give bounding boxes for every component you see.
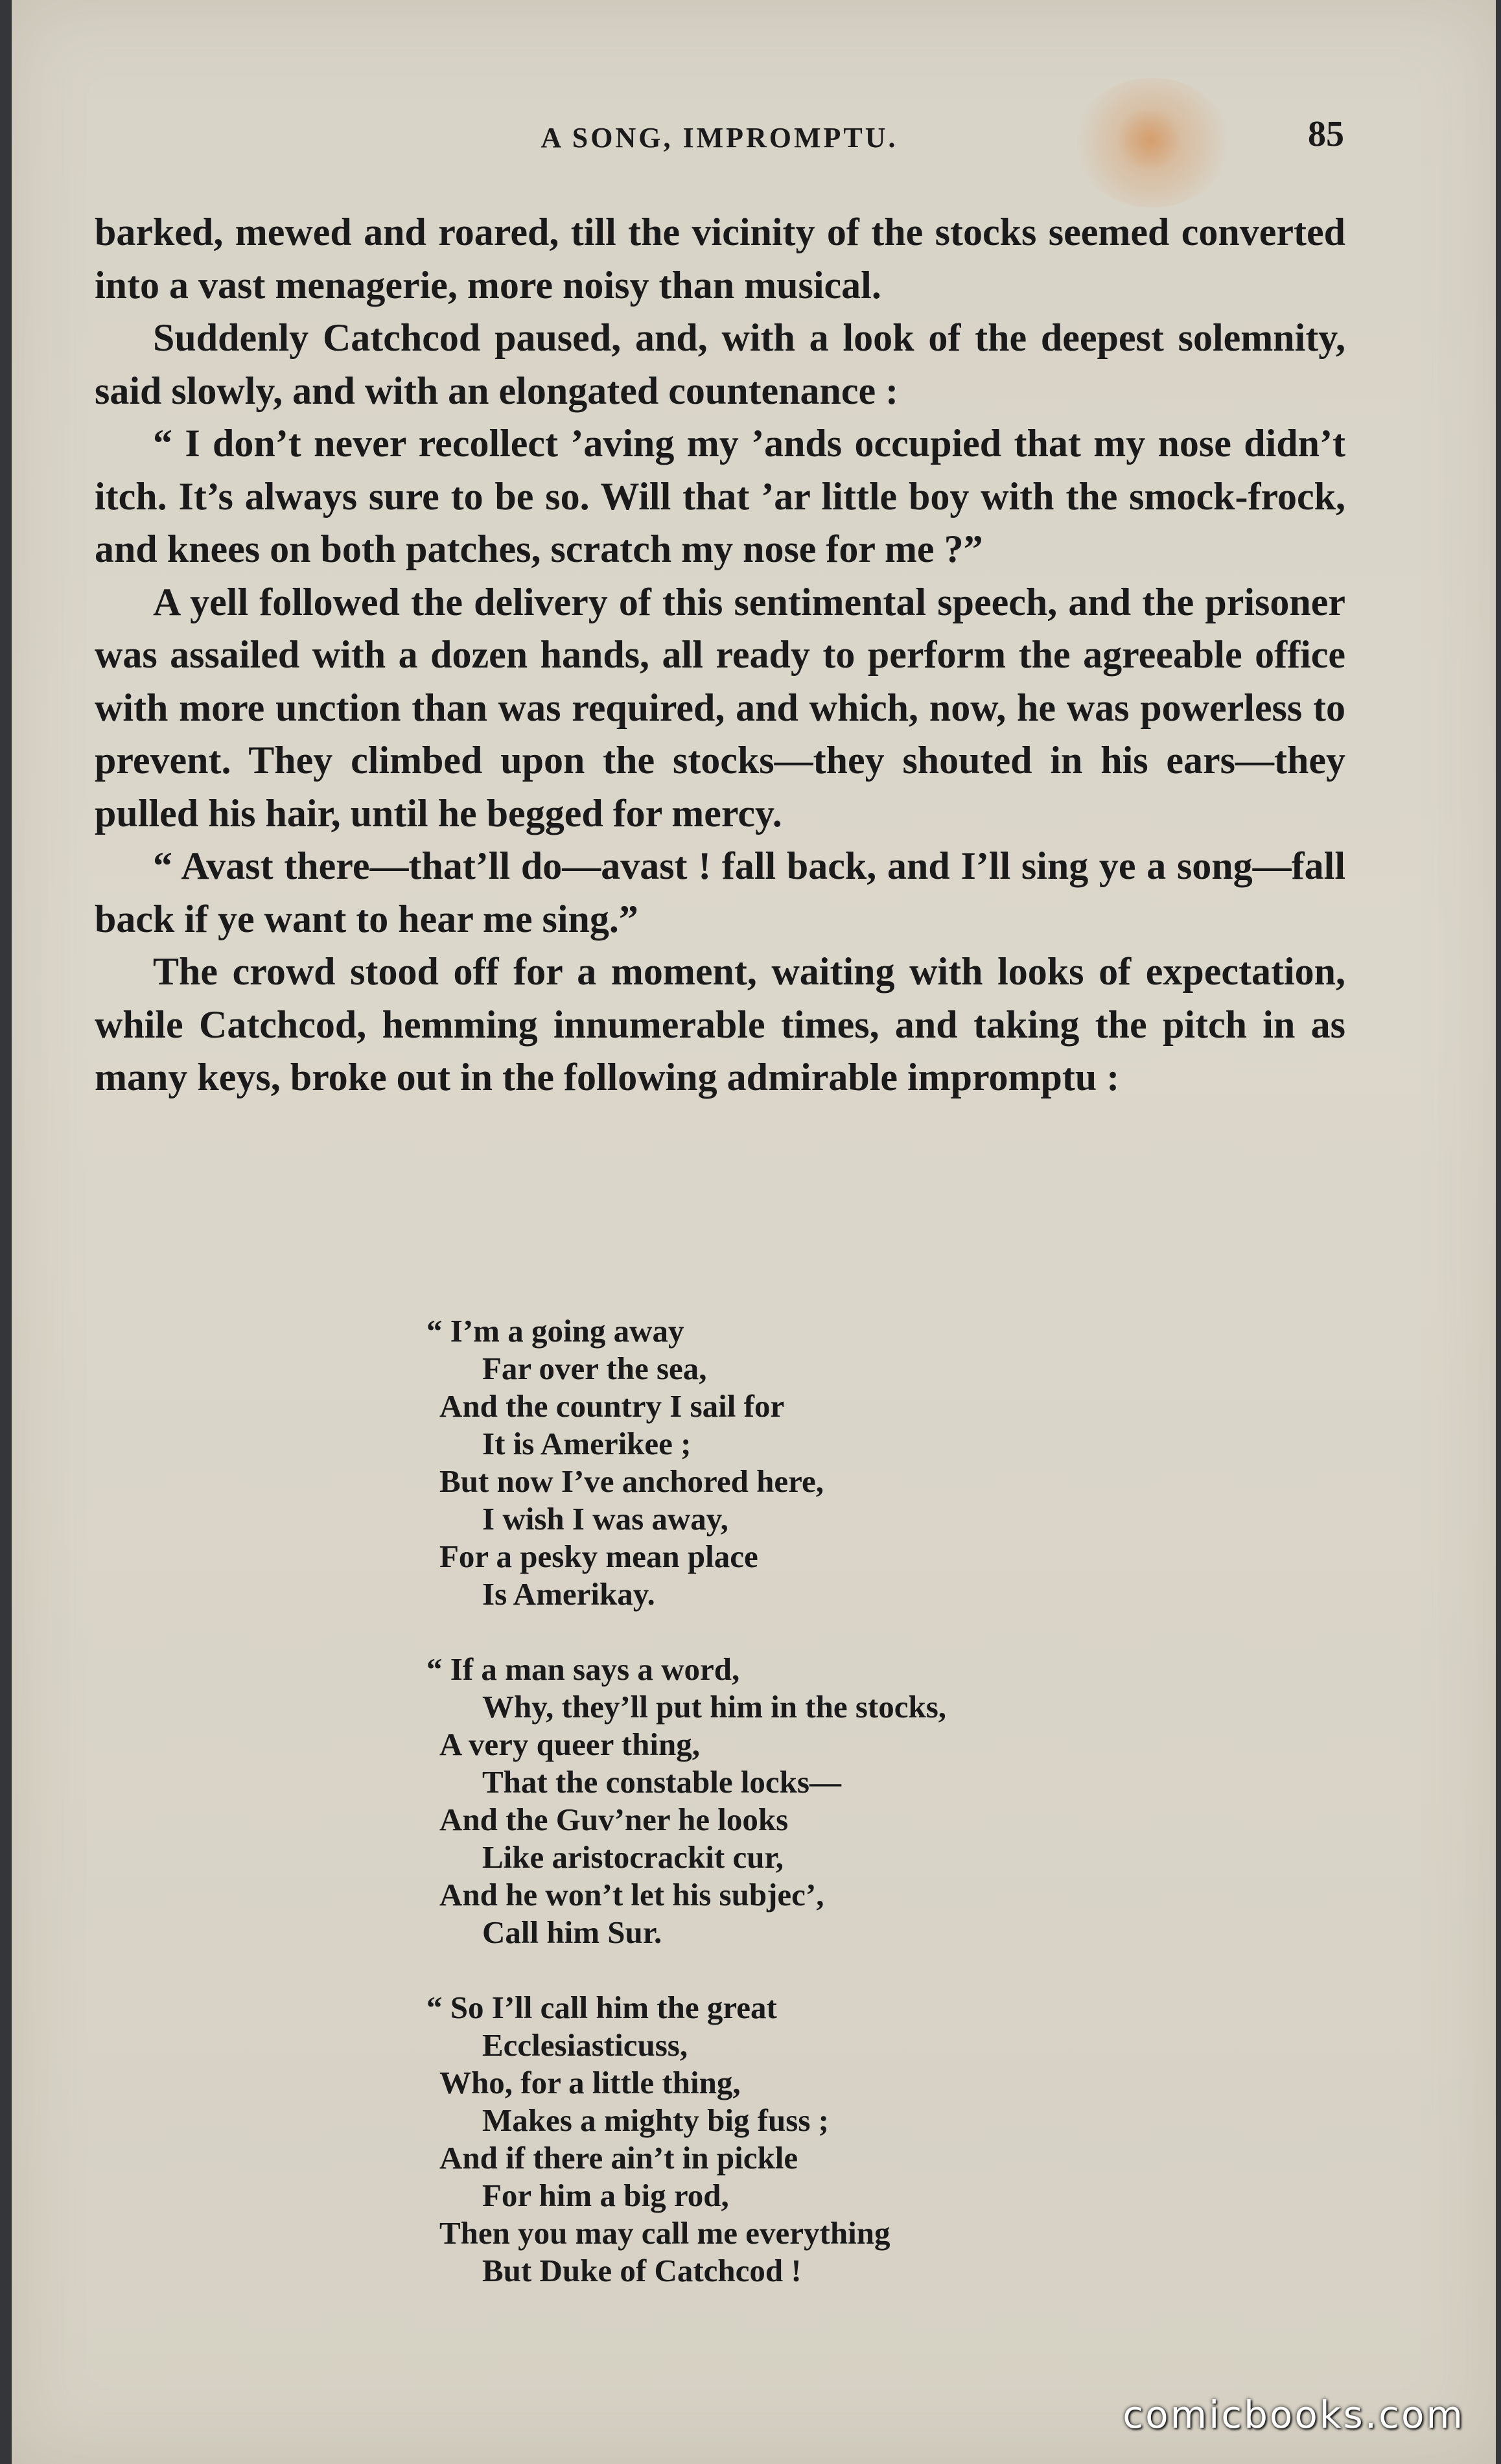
poem-line: Ecclesiasticuss, xyxy=(482,2027,688,2063)
paragraph: “ I don’t never recollect ’aving my ’ands occupied that my nose didn’t itch. It’s always sure to be so. Will that ’ar little boy with the smock-frock, and knees on both patches, scratch my nose for me ?” xyxy=(95,422,1345,570)
stanza-1 xyxy=(426,1312,1217,1613)
paragraph: “ Avast there—that’ll do—avast ! fall back, and I’ll sing ye a song—fall back if ye want to hear me sing.” xyxy=(95,844,1345,940)
poem-line: Why, they’ll put him in the stocks, xyxy=(482,1689,947,1725)
poem-line: Then you may call me everything xyxy=(439,2215,890,2251)
paragraph: The crowd stood off for a moment, waiting with looks of expectation, while Catchcod, hemming innumerable times, and taking the pitch in as many keys, broke out in the following admirable impromptu : xyxy=(95,950,1345,1098)
running-head: A SONG, IMPROMPTU. xyxy=(541,122,898,154)
poem-line: I wish I was away, xyxy=(482,1501,728,1537)
poem-line: “ I’m a going away xyxy=(426,1313,684,1349)
paragraph: A yell followed the delivery of this sentimental speech, and the prisoner was assailed with a dozen hands, all ready to perform the agreeable office with more unction than was required, and which, now, he was powerless to prevent. They climbed upon the stocks—they shouted in his ears—they pulled his hair, until he begged for mercy. xyxy=(95,580,1345,835)
body-text xyxy=(95,206,1345,1104)
page-number: 85 xyxy=(1308,114,1344,154)
poem xyxy=(426,1312,1217,2327)
poem-line: And if there ain’t in pickle xyxy=(439,2140,798,2176)
page-header xyxy=(95,113,1344,165)
watermark-text: comicbooks.com xyxy=(1123,2393,1465,2437)
poem-line: That the constable locks— xyxy=(482,1764,842,1800)
poem-line: It is Amerikee ; xyxy=(482,1426,692,1461)
paragraph: barked, mewed and roared, till the vicinity of the stocks seemed converted into a vast menagerie, more noisy than musical. xyxy=(95,211,1345,307)
poem-line: Like aristocrackit cur, xyxy=(482,1839,784,1875)
poem-line: For a pesky mean place xyxy=(439,1539,758,1574)
poem-line: But now I’ve anchored here, xyxy=(439,1463,824,1499)
poem-line: And he won’t let his subjec’, xyxy=(439,1877,824,1912)
poem-line: Makes a mighty big fuss ; xyxy=(482,2102,829,2138)
poem-line: “ So I’ll call him the great xyxy=(426,1990,777,2025)
poem-line: And the Guv’ner he looks xyxy=(439,1802,789,1837)
poem-line: Who, for a little thing, xyxy=(439,2065,741,2100)
poem-line: For him a big rod, xyxy=(482,2178,729,2213)
poem-line: Far over the sea, xyxy=(482,1351,707,1386)
book-page xyxy=(12,0,1496,2464)
stanza-2 xyxy=(426,1651,1217,1951)
stanza-3 xyxy=(426,1989,1217,2290)
poem-line: But Duke of Catchcod ! xyxy=(482,2253,802,2288)
poem-line: A very queer thing, xyxy=(439,1726,700,1762)
paragraph: Suddenly Catchcod paused, and, with a look of the deepest solemnity, said slowly, and with an elongated countenance : xyxy=(95,316,1345,412)
poem-line: And the country I sail for xyxy=(439,1388,785,1424)
poem-line: Call him Sur. xyxy=(482,1914,662,1950)
poem-line: Is Amerikay. xyxy=(482,1576,655,1612)
poem-line: “ If a man says a word, xyxy=(426,1651,740,1687)
